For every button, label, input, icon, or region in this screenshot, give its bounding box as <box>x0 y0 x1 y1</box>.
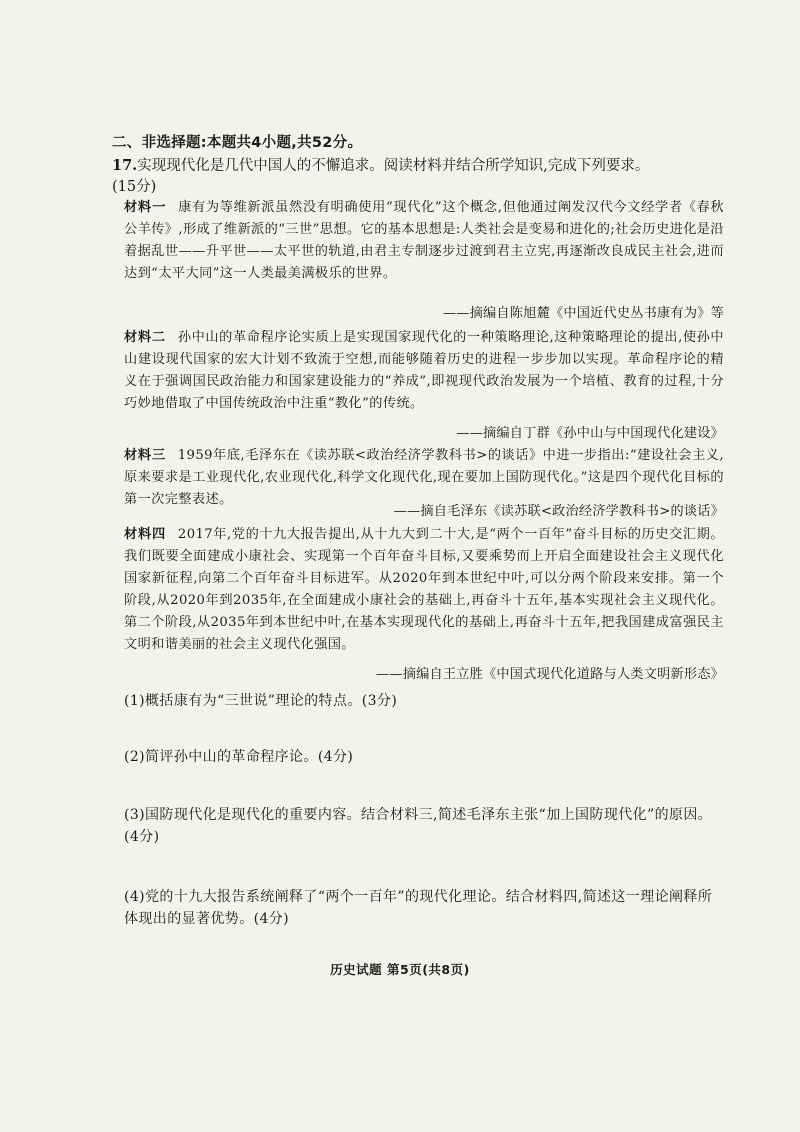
question-prompt: 实现现代化是几代中国人的不懈追求。阅读材料并结合所学知识,完成下列要求。 <box>137 158 650 174</box>
material-label: 材料一 <box>124 200 167 215</box>
sub-question-1: (1)概括康有为“三世说”理论的特点。(3分) <box>124 693 398 709</box>
material-text: 孙中山的革命程序论实质上是实现国家现代化的一种策略理论,这种策略理论的提出,使孙中山建设现代国家的宏大计划不致流于空想,而能够随着历史的进程一步步加以实现。革命程序论的精义在于强调国民政治能力和国家建设能力的“养成”,即视现代政治发展为一个培植、教育的过程,十分巧妙地借取了中国传统政治中注重“教化”的传统。 <box>124 330 724 411</box>
material-1 <box>124 197 724 285</box>
material-label: 材料四 <box>124 527 166 542</box>
section-title: 二、非选择题:本题共4小题,共52分。 <box>112 135 363 151</box>
page-footer: 历史试题 第5页(共8页) <box>330 962 470 977</box>
material-label: 材料三 <box>124 448 166 463</box>
material-text: 2017年,党的十九大报告提出,从十九大到二十大,是“两个一百年”奋斗目标的历史交汇期。我们既要全面建成小康社会、实现第一个百年奋斗目标,又要乘势而上开启全面建设社会主义现代化国家新征程,向第二个百年奋斗目标进军。从2020年到本世纪中叶,可以分两个阶段来安排。第一个阶段,从2020年到2035年,在全面建成小康社会的基础上,再奋斗十五年,基本实现社会主义现代化。第二个阶段,从2035年到本世纪中叶,在基本实现现代化的基础上,再奋斗十五年,把我国建成富强民主文明和谐美丽的社会主义现代化强国。 <box>124 527 724 652</box>
material-2-source: ——摘编自丁群《孙中山与中国现代化建设》 <box>456 426 724 441</box>
question-points: (15分) <box>112 179 157 195</box>
sub-question-4: (4)党的十九大报告系统阐释了“两个一百年”的现代化理论。结合材料四,简述这一理论阐释所体现出的显著优势。(4分) <box>124 889 713 927</box>
sub-question-3: (3)国防现代化是现代化的重要内容。结合材料三,简述毛泽东主张“加上国防现代化”的原因。(4分) <box>124 807 713 845</box>
material-3-source: ——摘自毛泽东《读苏联<政治经济学教科书>的谈话》 <box>393 504 724 519</box>
question-17-prompt <box>112 155 724 198</box>
material-2 <box>124 327 724 415</box>
material-text: 1959年底,毛泽东在《读苏联<政治经济学教科书>的谈话》中进一步指出:“建设社会主义,原来要求是工业现代化,农业现代化,科学文化现代化,现在要加上国防现代化。”这是四个现代化目标的第一次完整表述。 <box>124 448 724 507</box>
sub-question-2: (2)简评孙中山的革命程序论。(4分) <box>124 749 354 765</box>
material-label: 材料二 <box>124 330 166 345</box>
material-text: 康有为等维新派虽然没有明确使用“现代化”这个概念,但他通过阐发汉代今文经学者《春秋公羊传》,形成了维新派的“三世”思想。它的基本思想是:人类社会是变易和进化的;社会历史进化是沿着据乱世——升平世——太平世的轨道,由君主专制逐步过渡到君主立宪,再逐渐改良成民主社会,进而达到“太平大同”这一人类最美满极乐的世界。 <box>124 200 724 281</box>
material-4-source: ——摘编自王立胜《中国式现代化道路与人类文明新形态》 <box>375 667 724 682</box>
question-number: 17. <box>112 157 138 174</box>
material-4 <box>124 524 724 656</box>
material-1-source: ——摘编自陈旭麓《中国近代史丛书康有为》等 <box>442 306 724 321</box>
